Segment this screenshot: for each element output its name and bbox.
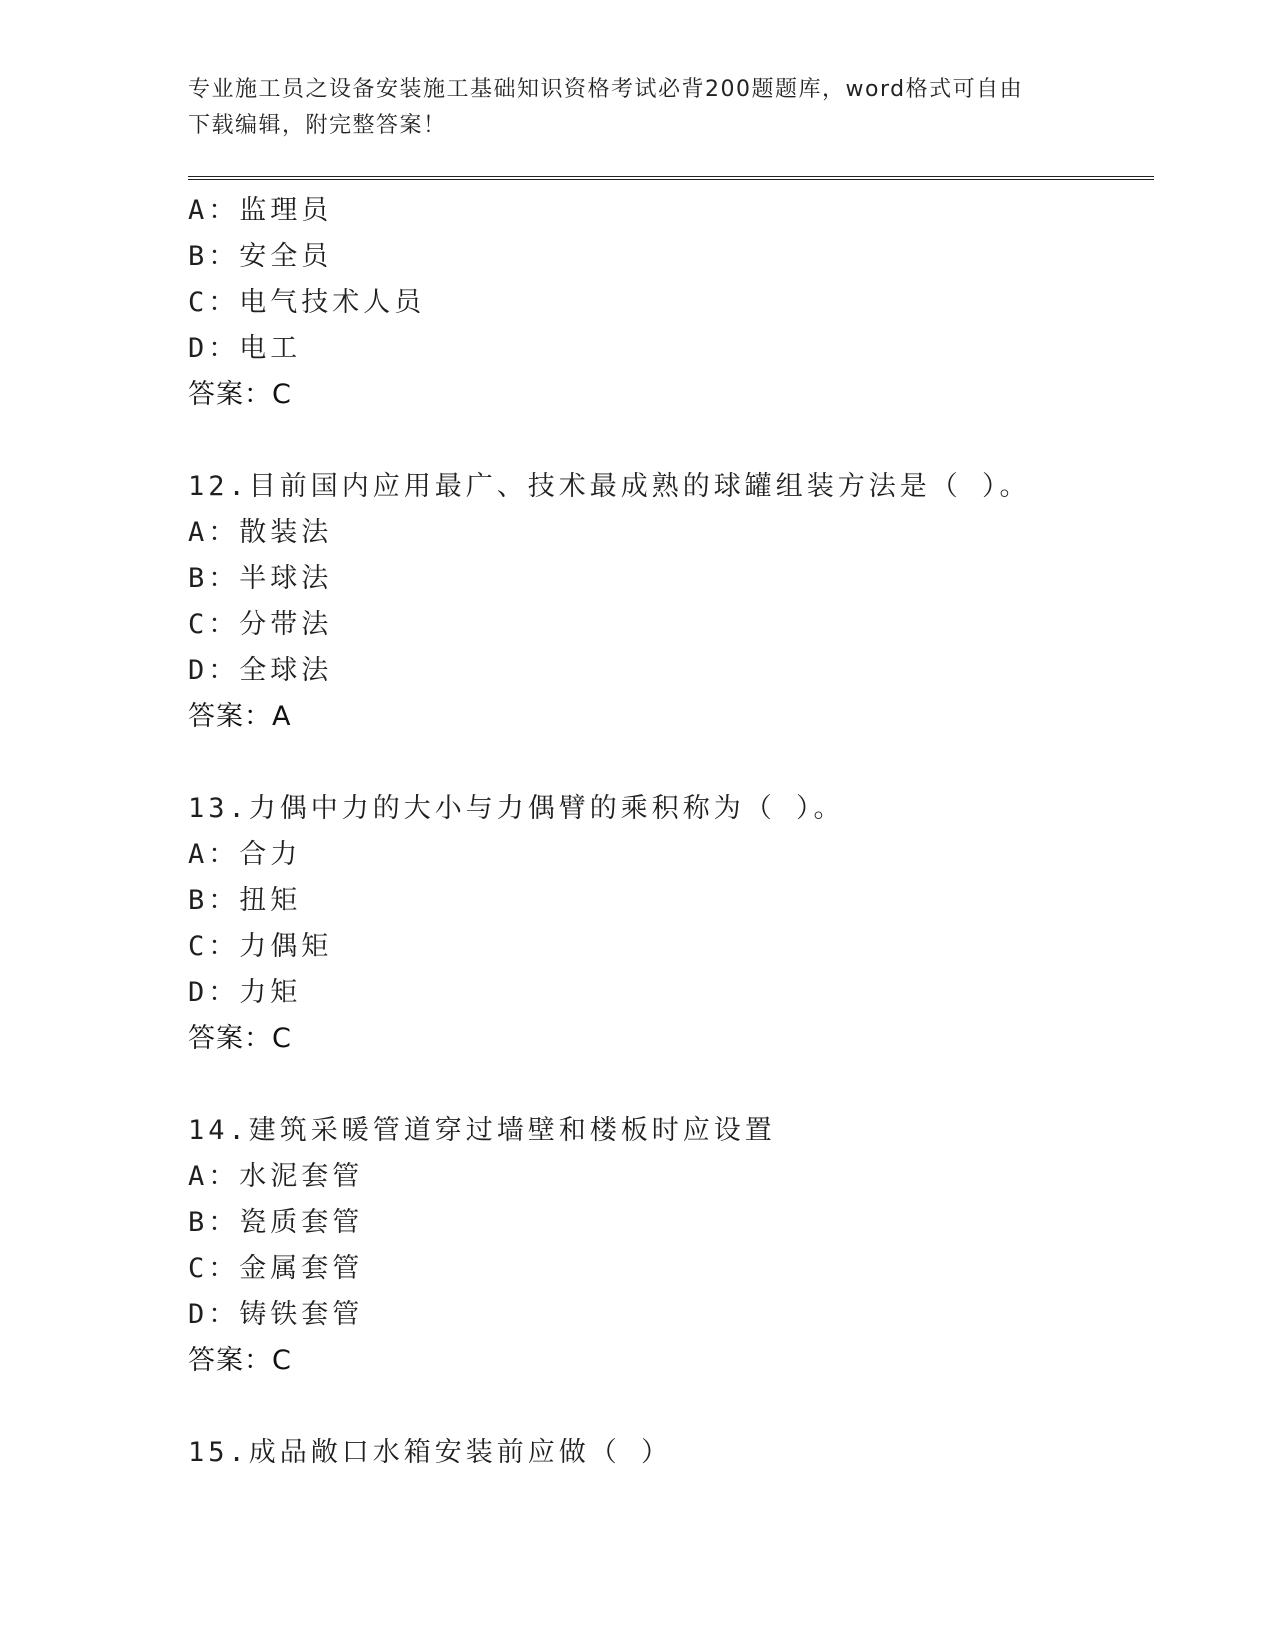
option-b: B：扭矩 (188, 885, 302, 916)
spacer (188, 418, 1154, 464)
option-a: A：合力 (188, 839, 302, 870)
answer-line: 答案：A (188, 701, 292, 732)
spacer (188, 740, 1154, 786)
question-block-12 (188, 464, 1154, 740)
question-stem: 15.成品敞口水箱安装前应做（ ） (188, 1437, 673, 1468)
question-stem: 12.目前国内应用最广、技术最成熟的球罐组装方法是（ ）。 (188, 471, 1031, 502)
header-title-line-1: 专业施工员之设备安装施工基础知识资格考试必背200题题库，word格式可自由 (188, 77, 1024, 102)
question-block-15 (188, 1430, 1154, 1476)
option-c: C：金属套管 (188, 1253, 364, 1284)
question-block-11 (188, 188, 1154, 418)
option-b: B：瓷质套管 (188, 1207, 364, 1238)
document-header (188, 72, 1088, 144)
question-block-14 (188, 1108, 1154, 1384)
header-title-line-2: 下载编辑，附完整答案！ (188, 113, 447, 138)
option-c: C：电气技术人员 (188, 287, 426, 318)
option-b: B：半球法 (188, 563, 333, 594)
spacer (188, 1384, 1154, 1430)
option-d: D：全球法 (188, 655, 333, 686)
question-block-13 (188, 786, 1154, 1062)
option-c: C：分带法 (188, 609, 333, 640)
option-a: A：水泥套管 (188, 1161, 364, 1192)
option-c: C：力偶矩 (188, 931, 333, 962)
spacer (188, 1062, 1154, 1108)
option-d: D：铸铁套管 (188, 1299, 364, 1330)
option-d: D：力矩 (188, 977, 302, 1008)
question-stem: 13.力偶中力的大小与力偶臂的乘积称为（ ）。 (188, 793, 845, 824)
option-a: A：散装法 (188, 517, 333, 548)
answer-line: 答案：C (188, 1345, 292, 1376)
answer-line: 答案：C (188, 1023, 292, 1054)
question-list (188, 188, 1154, 1476)
question-stem: 14.建筑采暖管道穿过墙壁和楼板时应设置 (188, 1115, 776, 1146)
header-divider (188, 176, 1154, 180)
option-a: A：监理员 (188, 195, 333, 226)
option-d: D：电工 (188, 333, 302, 364)
answer-line: 答案：C (188, 379, 292, 410)
option-b: B：安全员 (188, 241, 333, 272)
